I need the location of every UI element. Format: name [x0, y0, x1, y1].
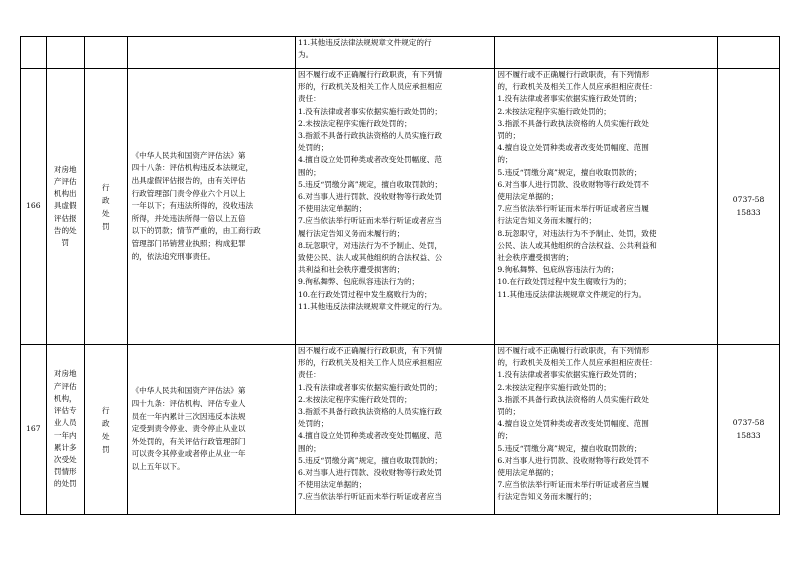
- cell-phone: [718, 37, 780, 69]
- table-row: [21, 345, 780, 515]
- contact-phone: 0737-58 15833: [718, 69, 780, 345]
- table-row: [21, 37, 780, 69]
- item-type: 行 政 处 罚: [84, 69, 127, 345]
- item-type: 行 政 处 罚: [84, 345, 127, 515]
- liability-text-2: 因不履行或不正确履行行政职责，有下列情形 的，行政机关及相关工作人员应承担相应责任： 1.没有法律或者事实依据实施行政处罚的； 2.未按法定程序实施行政处罚的； 3.指派不具备行政执法资格的人员实施行政处 罚的； 4.擅自设立处罚种类或者改变处罚幅度、范围 的； 5.违反“罚缴分离”规定，擅自收取罚款的； 6.对当事人进行罚款、没收财物等行政处罚不 使用法定单据的； 7.应当依法举行听证而未举行听证或者应当履 行法定告知义务而未履行的； 8.玩忽职守，对违法行为不予制止、处罚，致使 公民、法人或其他组织的合法权益、公共利益和 社会秩序遭受损害的； 9.徇私舞弊、包庇纵容违法行为的； 10.在行政处罚过程中发生腐败行为的； 11.其他违反法律法规规章文件规定的行为。: [495, 69, 718, 345]
- liability-line: 11.其他违反法律法规规章文件规定的行: [298, 38, 432, 47]
- cell-liability-2: [495, 37, 718, 69]
- contact-phone: 0737-58 15833: [718, 345, 780, 515]
- liability-text: 因不履行或不正确履行行政职责，有下列情 形的，行政机关及相关工作人员应承担相应 责任： 1.没有法律或者事实依据实施行政处罚的； 2.未按法定程序实施行政处罚的； 3.指派不具备行政执法资格的人员实施行政 处罚的； 4.擅自设立处罚种类或者改变处罚幅度、范 围的； 5.违反“罚缴分离”规定，擅自收取罚款的； 6.对当事人进行罚款、没收财物等行政处罚 不使用法定单据的； 7.应当依法举行听证而未举行听证或者应当: [296, 345, 495, 515]
- row-number: 166: [21, 69, 47, 345]
- legal-basis: 《中华人民共和国资产评估法》第 四十八条：评估机构违反本法规定， 出具虚假评估报告的，由有关评估 行政管理部门责令停业六个月以上 一年以下；有违法所得的，没收违法 所得，并处违法所得一倍以上五倍 以下的罚款；情节严重的，由工商行政 管理部门吊销营业执照；构成犯罪 的，依法追究刑事责任。: [127, 69, 295, 345]
- liability-text-2: 因不履行或不正确履行行政职责，有下列情形 的，行政机关及相关工作人员应承担相应责任： 1.没有法律或者事实依据实施行政处罚的； 2.未按法定程序实施行政处罚的； 3.指派不具备行政执法资格的人员实施行政处 罚的； 4.擅自设立处罚种类或者改变处罚幅度、范围 的； 5.违反“罚缴分离”规定，擅自收取罚款的； 6.对当事人进行罚款、没收财物等行政处罚不 使用法定单据的； 7.应当依法举行听证而未举行听证或者应当履 行法定告知义务而未履行的；: [495, 345, 718, 515]
- liability-line: 为。: [298, 50, 314, 60]
- legal-basis: 《中华人民共和国资产评估法》第 四十九条：评估机构、评估专业人 员在一年内累计三次因违反本法规 定受到责令停业、责令停止从业以 外处罚的，有关评估行政管理部门 可以责令其停业或者停止从业一年 以上五年以下。: [127, 345, 295, 515]
- table-row: [21, 69, 780, 345]
- cell-type: [84, 37, 127, 69]
- responsibility-table: [20, 36, 780, 515]
- cell-liability: [296, 37, 495, 69]
- cell-no: [21, 37, 47, 69]
- item-name: 对房地 产评估 机构， 评估专 业人员 一年内 累计多 次受处 罚情形 的处罚: [46, 345, 84, 515]
- cell-basis: [127, 37, 295, 69]
- item-name: 对房地 产评估 机构出 具虚假 评估报 告的处 罚: [46, 69, 84, 345]
- liability-text: 因不履行或不正确履行行政职责，有下列情 形的，行政机关及相关工作人员应承担相应 责任： 1.没有法律或者事实依据实施行政处罚的； 2.未按法定程序实施行政处罚的； 3.指派不具备行政执法资格的人员实施行政 处罚的； 4.擅自设立处罚种类或者改变处罚幅度、范 围的； 5.违反“罚缴分离”规定，擅自收取罚款的； 6.对当事人进行罚款、没收财物等行政处罚 不使用法定单据的； 7.应当依法举行听证而未举行听证或者应当 履行法定告知义务而未履行的； 8.玩忽职守，对违法行为不予制止、处罚， 致使公民、法人或其他组织的合法权益、公 共利益和社会秩序遭受损害的； 9.徇私舞弊、包庇纵容违法行为的； 10.在行政处罚过程中发生腐败行为的； 11.其他违反法律法规规章文件规定的行为。: [296, 69, 495, 345]
- cell-item: [46, 37, 84, 69]
- row-number: 167: [21, 345, 47, 515]
